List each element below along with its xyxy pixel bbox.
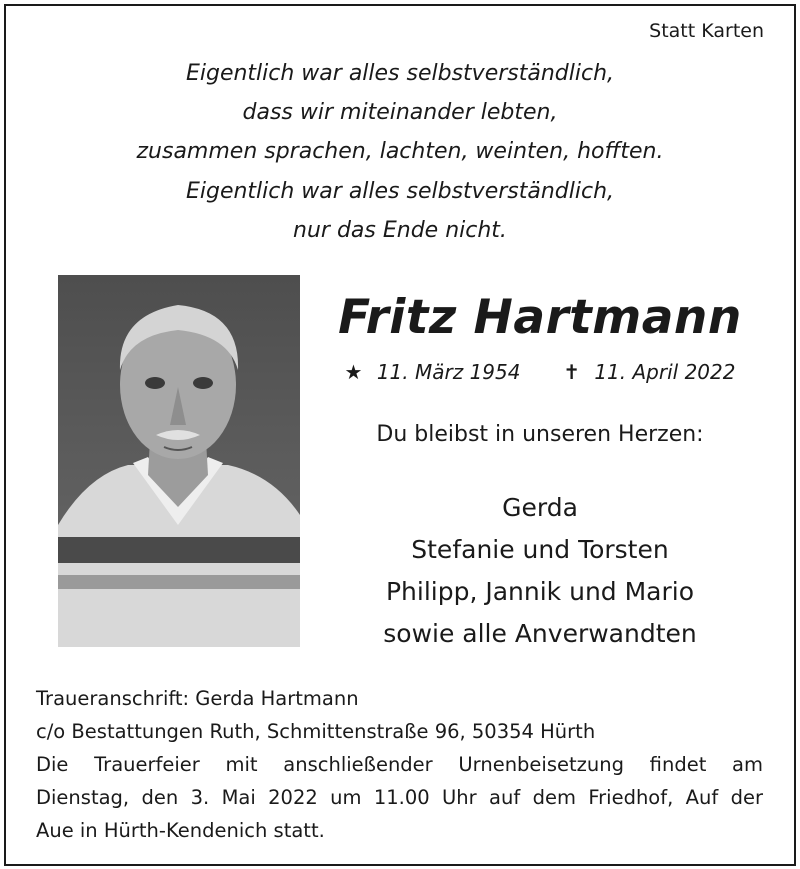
family-member: Stefanie und Torsten: [411, 535, 669, 564]
family-intro: Du bleibst in unseren Herzen:: [376, 422, 704, 447]
statt-karten-label: Statt Karten: [649, 20, 764, 42]
family-members: [300, 487, 780, 655]
poem-line: nur das Ende nicht.: [293, 218, 507, 243]
poem-line: Eigentlich war alles selbstverständlich,: [185, 179, 615, 204]
family-member: sowie alle Anverwandten: [383, 619, 697, 648]
poem-line: Eigentlich war alles selbstverständlich,: [185, 61, 615, 86]
life-dates: [300, 360, 780, 384]
poem-line: dass wir miteinander lebten,: [242, 100, 558, 125]
birth-date: 11. März 1954: [376, 360, 521, 384]
poem-stanza-1: [0, 54, 800, 171]
cross-icon: ✝: [563, 360, 580, 384]
deceased-name: Fritz Hartmann: [338, 290, 742, 345]
info-line: Aue in Hürth-Kendenich statt.: [36, 819, 325, 842]
portrait-photo: [58, 275, 300, 647]
info-line: c/o Bestattungen Ruth, Schmittenstraße 96, 50354 Hürth: [36, 720, 596, 743]
portrait-illustration: [58, 275, 300, 647]
info-line: Traueranschrift: Gerda Hartmann: [36, 687, 359, 710]
funeral-info: [36, 682, 763, 847]
family-member: Gerda: [502, 493, 578, 522]
info-line: Dienstag, den 3. Mai 2022 um 11.00 Uhr auf dem Friedhof, Auf der: [36, 786, 763, 809]
poem-line: zusammen sprachen, lachten, weinten, hofften.: [136, 139, 664, 164]
info-line: Die Trauerfeier mit anschließender Urnenbeisetzung findet am: [36, 753, 763, 776]
star-icon: ★: [344, 360, 363, 384]
poem-stanza-2: [0, 172, 800, 250]
family-member: Philipp, Jannik und Mario: [385, 577, 695, 606]
death-date: 11. April 2022: [594, 360, 736, 384]
